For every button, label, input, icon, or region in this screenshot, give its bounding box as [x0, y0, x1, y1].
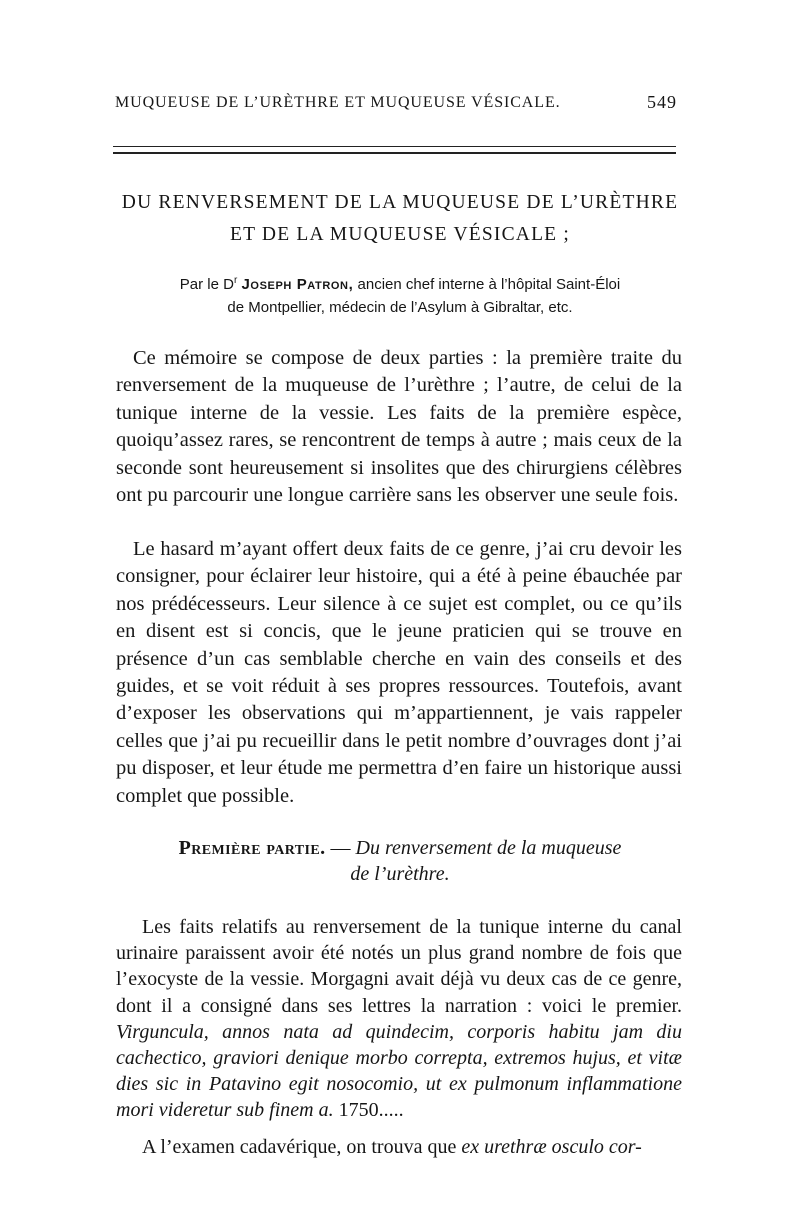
- page-number: 549: [647, 92, 677, 112]
- article-title-line-1: DU RENVERSEMENT DE LA MUQUEUSE DE L’URÈTHRE: [121, 192, 679, 213]
- section-title-line-1: Du renversement de la muqueuse: [355, 837, 622, 859]
- article-title-line-2: ET DE LA MUQUEUSE VÉSICALE ;: [229, 224, 570, 245]
- section-heading: [100, 836, 700, 861]
- paragraph-3: [116, 914, 682, 1124]
- paragraph-4-latin: ex urethræ osculo cor-: [461, 1136, 642, 1158]
- running-header-title: MUQUEUSE DE L’URÈTHRE ET MUQUEUSE VÉSICALE.: [115, 94, 561, 111]
- quotation-date: 1750.....: [333, 1099, 404, 1122]
- section-heading-line-2: [100, 862, 700, 887]
- section-label: Première partie.: [178, 837, 326, 859]
- header-rule-thin: [113, 146, 676, 147]
- byline-affiliation-line-2: de Montpellier, médecin de l’Asylum à Gibraltar, etc.: [227, 299, 573, 316]
- byline: [80, 275, 720, 293]
- byline-affiliation: ancien chef interne à l’hôpital Saint-Éloi: [353, 276, 621, 293]
- latin-quotation: Virguncula, annos nata ad quindecim, corporis habitu jam diu cachectico, graviori denique morbo correpta, extremos hujus, et vitæ dies sic in Patavino egit nosocomio, ut ex pulmonum inflammatione mori videretur sub finem a.: [116, 1020, 682, 1122]
- paragraph-1: Ce mémoire se compose de deux parties : la première traite du renversement de la muqueuse de l’urèthre ; l’autre, de celui de la tunique interne de la vessie. Les faits de la première espèce, quoiqu’assez rares, se rencontrent de temps à autre ; mais ceux de la seconde sont heureusement si insolites que des chirurgiens célèbres ont pu parcourir une longue carrière sans les observer une seule fois.: [116, 347, 682, 507]
- byline-superscript: r: [233, 275, 238, 286]
- section-title-line-2: de l’urèthre.: [350, 863, 450, 885]
- author-name: Joseph Patron,: [241, 276, 354, 293]
- byline-prefix: Par le D: [179, 276, 234, 293]
- paragraph-4: [116, 1134, 682, 1160]
- paragraph-2: Le hasard m’ayant offert deux faits de ce genre, j’ai cru devoir les consigner, pour éclairer leur histoire, qui a été à peine ébauchée par nos prédécesseurs. Leur silence à ce sujet est complet, ou ce qu’ils en disent est si concis, que le jeune praticien qui se trouve en présence d’un cas semblable cherche en vain des conseils et des guides, et se voit réduit à ses propres ressources. Toutefois, avant d’exposer les observations qui m’appartiennent, je vais rappeler celles que j’ai pu recueillir dans le petit nombre d’ouvrages dont j’ai pu disposer, et leur étude me permettra d’en faire un historique aussi complet que possible.: [116, 538, 682, 807]
- paragraph-4-text: A l’examen cadavérique, on trouva que: [142, 1136, 462, 1158]
- section-dash: —: [325, 837, 356, 859]
- header-rule-thick: [113, 152, 676, 154]
- paragraph-3-text: Les faits relatifs au renversement de la tunique interne du canal urinaire paraissent avoir été notés un plus grand nombre de fois que l’exocyste de la vessie. Morgagni avait déjà vu deux cas de ce genre, dont il a consigné dans ses lettres la narration : voici le premier.: [116, 916, 682, 1017]
